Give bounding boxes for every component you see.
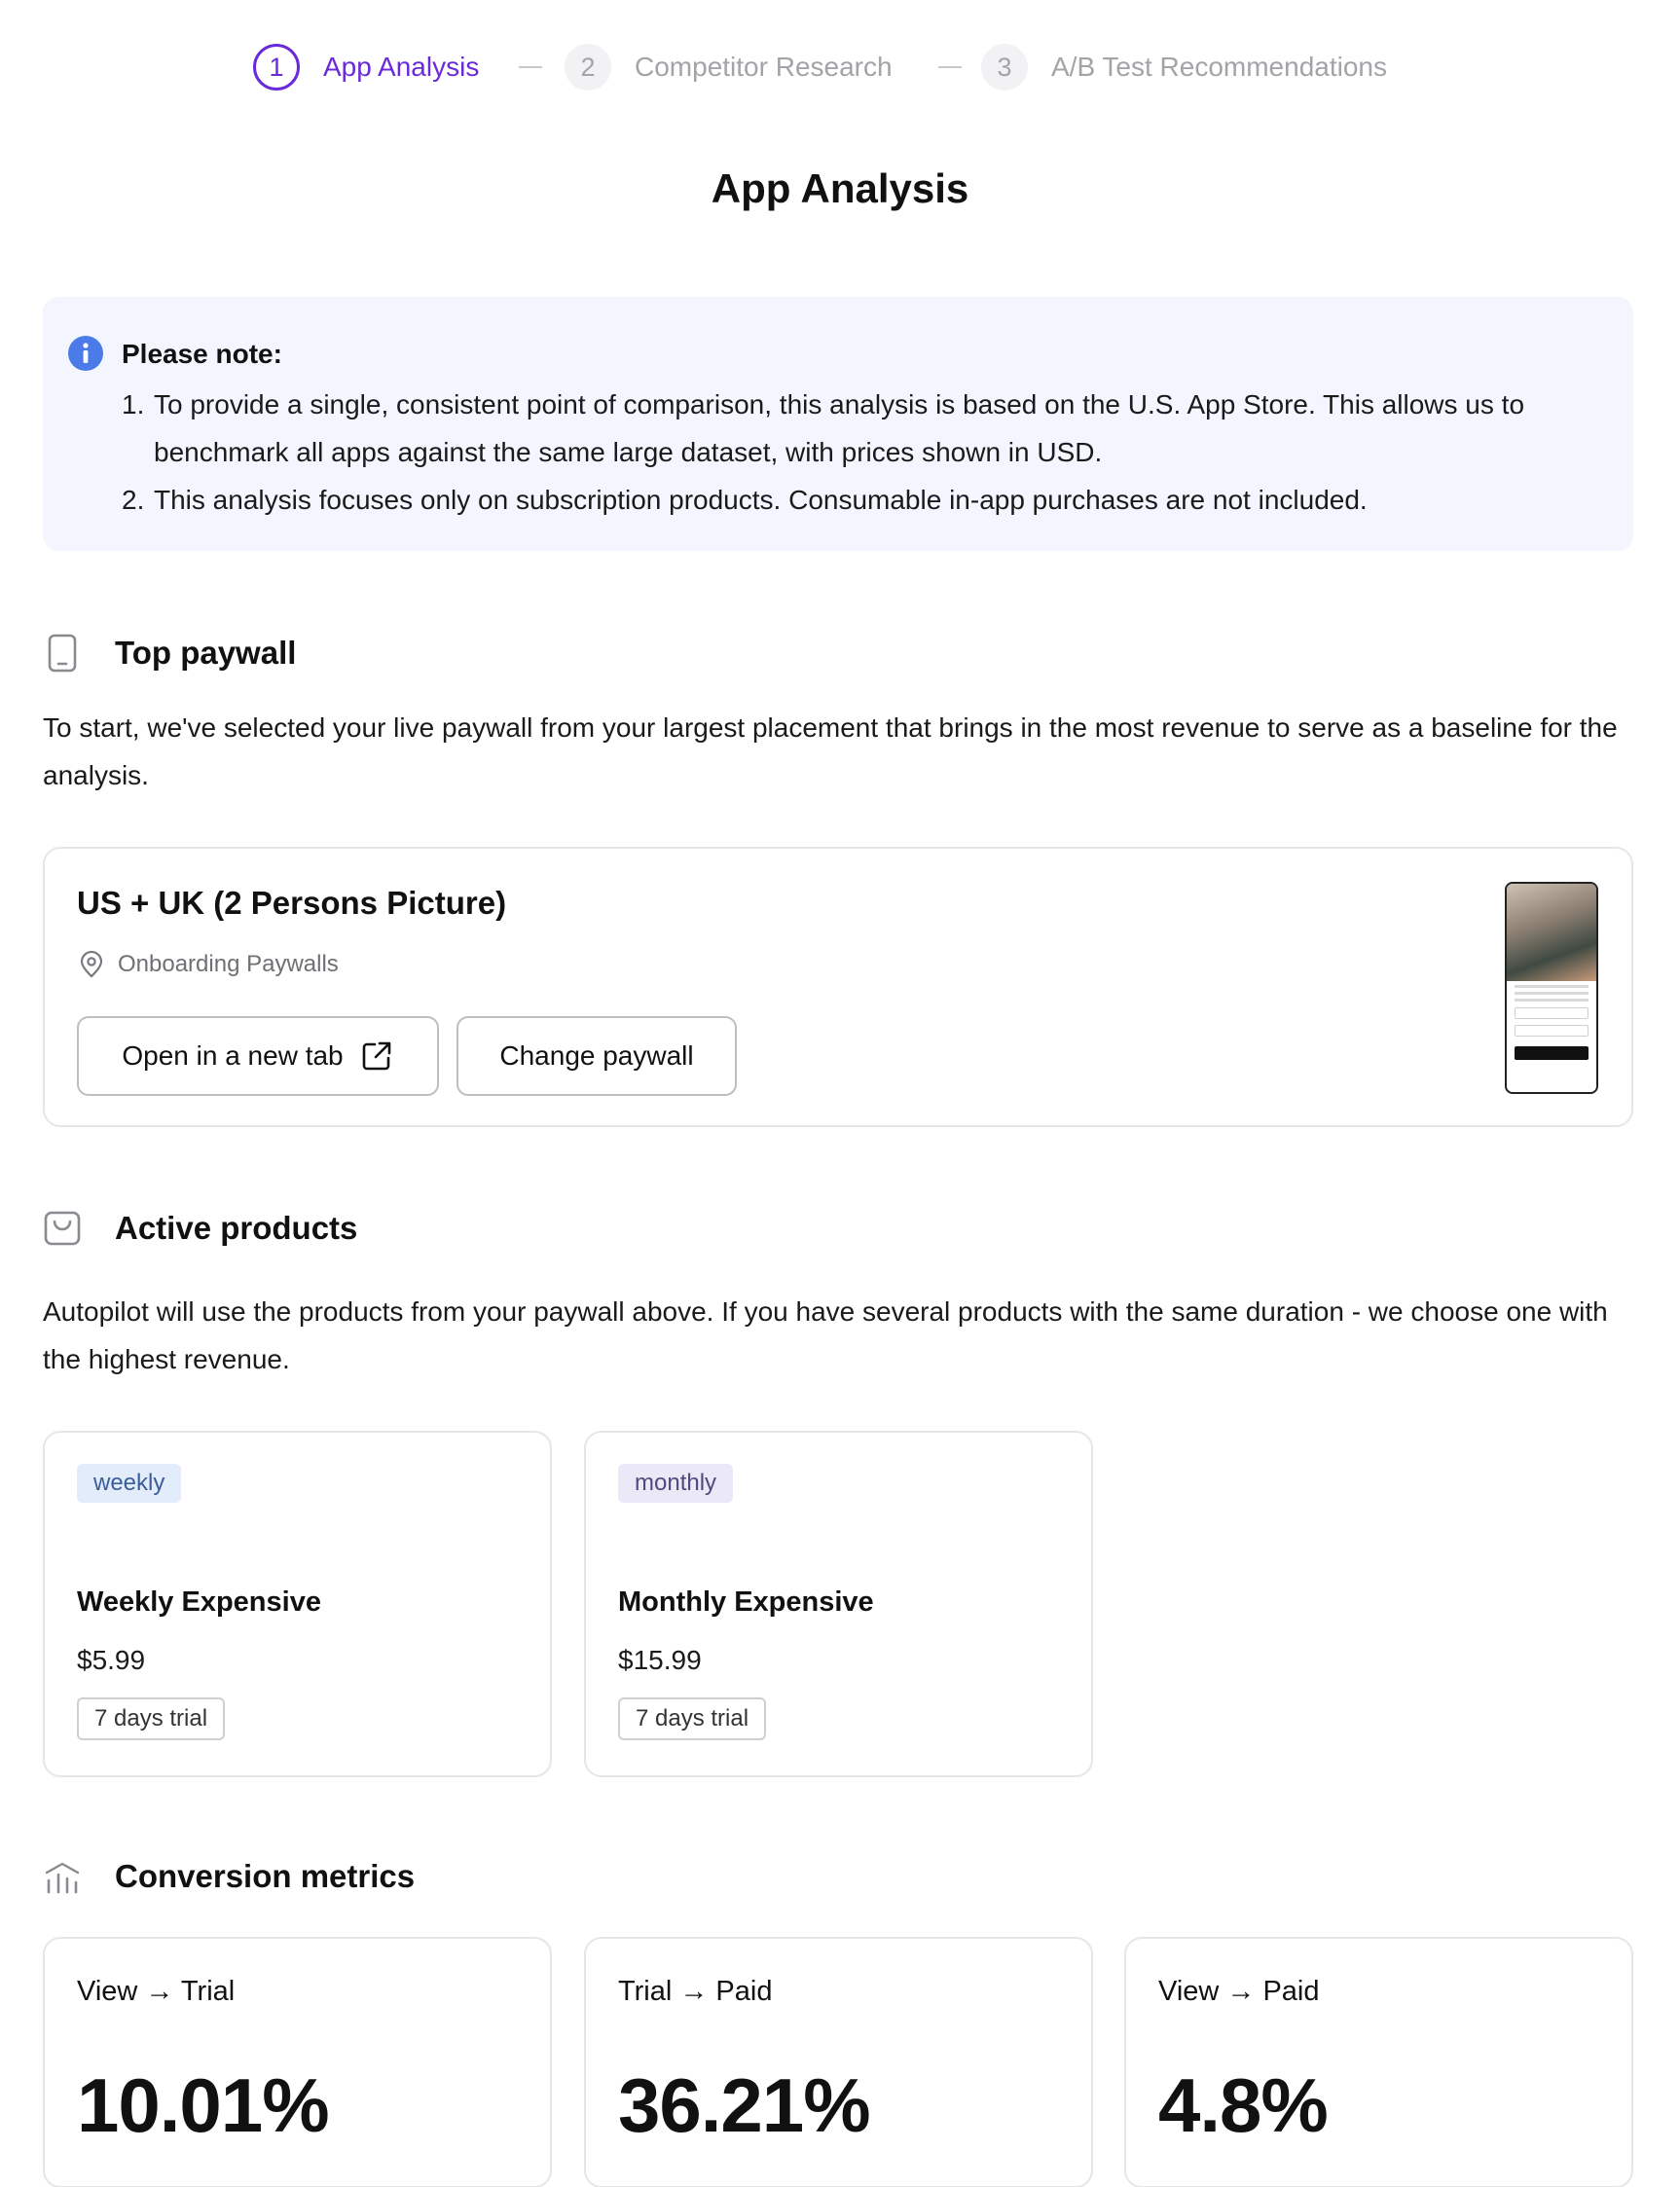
product-card (584, 1431, 1093, 1777)
product-name: Weekly Expensive (77, 1586, 321, 1618)
note-item (122, 381, 1621, 476)
open-in-new-tab-button[interactable] (77, 1016, 439, 1096)
metric-card (43, 1937, 552, 2187)
button-label: Open in a new tab (122, 1040, 344, 1071)
note-item-text: This analysis focuses only on subscription products. Consumable in-app purchases are not included. (154, 485, 1368, 515)
metric-label: Trial → Paid (618, 1976, 773, 2007)
step-label: A/B Test Recommendations (1051, 52, 1387, 82)
step-ab-test-recommendations[interactable] (981, 43, 1387, 91)
paywall-placement (77, 950, 339, 979)
paywall-card (43, 847, 1633, 1127)
metric-value: 10.01% (77, 2062, 329, 2148)
product-price: $15.99 (618, 1645, 702, 1675)
paywall-name: US + UK (2 Persons Picture) (77, 885, 507, 921)
preview-option (1515, 1007, 1589, 1019)
note-item-number: 2. (122, 485, 145, 515)
step-separator (519, 66, 542, 68)
step-number: 2 (565, 44, 611, 91)
page-title: App Analysis (711, 165, 969, 211)
step-label: App Analysis (323, 52, 480, 82)
step-separator (938, 66, 962, 68)
duration-tag: monthly (618, 1464, 733, 1503)
preview-line (1515, 999, 1589, 1002)
preview-photo (1507, 884, 1596, 981)
section-title: Active products (115, 1210, 358, 1246)
phone-icon (43, 634, 82, 673)
paywall-preview-thumbnail[interactable] (1505, 882, 1598, 1094)
trial-badge: 7 days trial (618, 1697, 766, 1740)
preview-continue (1515, 1046, 1589, 1060)
external-link-icon (359, 1039, 394, 1074)
active-products-header (43, 1209, 357, 1248)
conversion-metrics-header (43, 1857, 415, 1896)
note-item-number: 1. (122, 389, 145, 419)
metric-card (584, 1937, 1093, 2187)
duration-tag: weekly (77, 1464, 181, 1503)
product-card (43, 1431, 552, 1777)
info-icon (68, 336, 103, 371)
note-item-text: To provide a single, consistent point of comparison, this analysis is based on the U.S. App Store. This allows us to benchmark all apps against the same large dataset, with prices shown in USD. (154, 389, 1525, 467)
top-paywall-description: To start, we've selected your live paywall from your largest placement that brings in the most revenue to serve as a baseline for the analysis. (43, 712, 1618, 790)
preview-line (1515, 992, 1589, 995)
trial-badge: 7 days trial (77, 1697, 225, 1740)
step-number: 1 (253, 44, 300, 91)
note-item (122, 476, 1621, 524)
funnel-chart-icon (43, 1857, 82, 1896)
step-label: Competitor Research (635, 52, 893, 82)
location-pin-icon (77, 950, 106, 979)
shopping-bag-icon (43, 1209, 82, 1248)
info-note (43, 297, 1633, 551)
note-title: Please note: (122, 339, 282, 369)
product-price: $5.99 (77, 1645, 146, 1675)
preview-line (1515, 985, 1589, 988)
placement-label: Onboarding Paywalls (118, 951, 339, 977)
metric-label: View → Paid (1158, 1976, 1320, 2007)
section-title: Conversion metrics (115, 1858, 416, 1894)
progress-stepper (0, 43, 1680, 91)
change-paywall-button[interactable]: Change paywall (457, 1016, 737, 1096)
note-list (122, 381, 1621, 524)
step-competitor-research[interactable] (565, 43, 893, 91)
metric-card (1124, 1937, 1633, 2187)
active-products-description: Autopilot will use the products from your paywall above. If you have several products with the same duration - we choose one with the highest revenue. (43, 1296, 1608, 1374)
metric-label: View → Trial (77, 1976, 236, 2007)
step-number: 3 (981, 44, 1028, 91)
metric-value: 4.8% (1158, 2062, 1328, 2148)
preview-option (1515, 1025, 1589, 1037)
top-paywall-header (43, 634, 296, 673)
section-title: Top paywall (115, 635, 297, 671)
step-app-analysis[interactable] (253, 43, 479, 91)
metric-value: 36.21% (618, 2062, 870, 2148)
product-name: Monthly Expensive (618, 1586, 874, 1618)
